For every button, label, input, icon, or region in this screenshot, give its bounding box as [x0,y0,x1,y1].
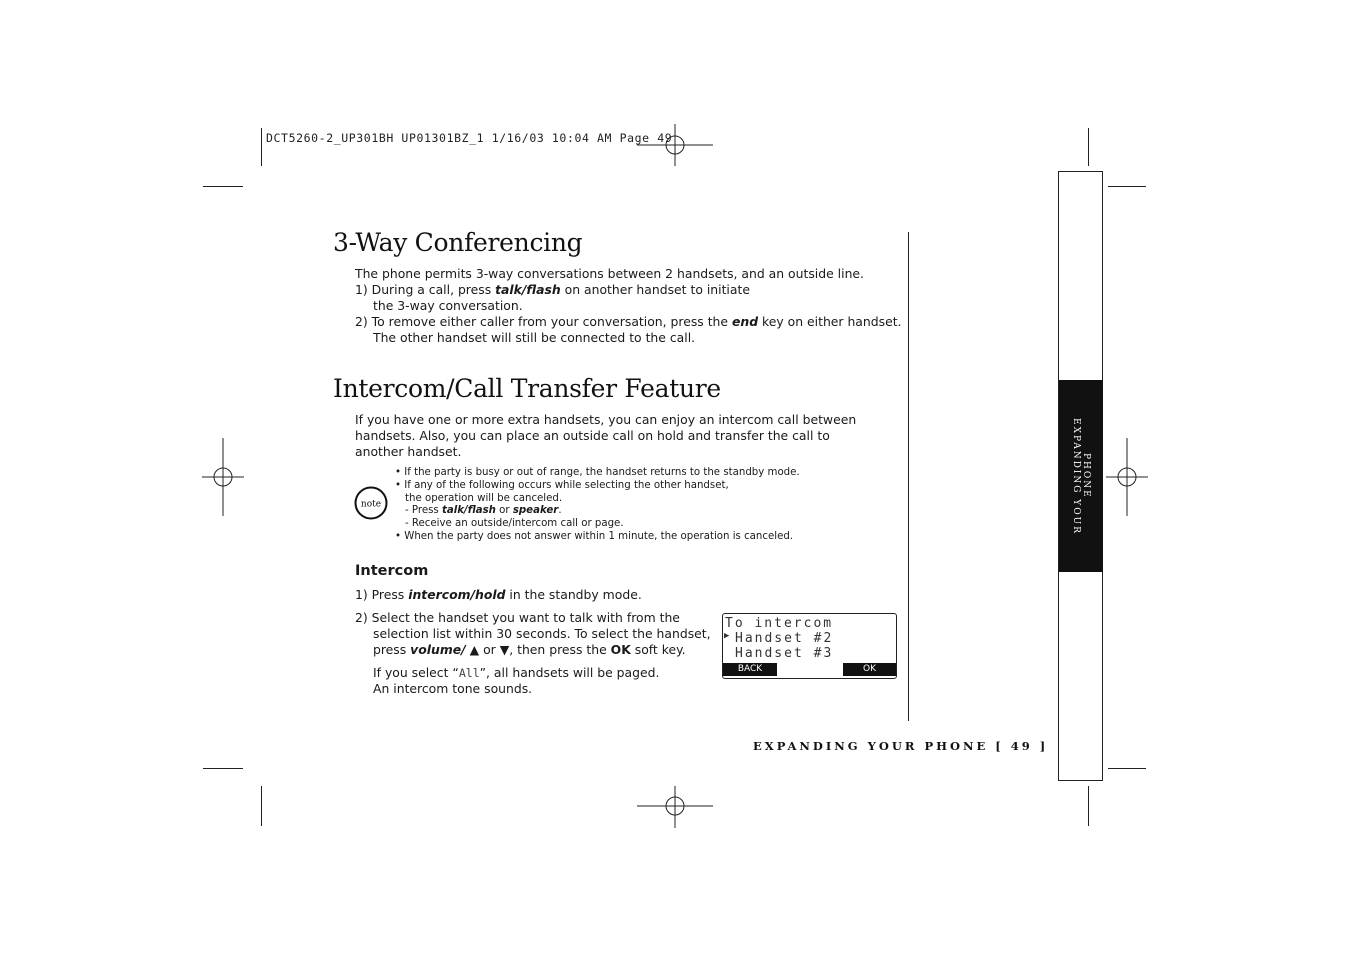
step-1: 1) During a call, press talk/flash on another handset to initiate [355,282,750,297]
key-talk-flash: talk/flash [495,282,561,297]
registration-mark-left-icon [202,438,244,516]
note-bullet-3: • When the party does not answer within 1 minute, the operation is canceled. [395,530,794,542]
handset-lcd-display [722,613,897,679]
lcd-ok-softkey: OK [843,663,896,676]
crop-mark [1108,186,1146,187]
note-bullet-2: • If any of the following occurs while selecting the other handset, [395,479,729,491]
step-2: 2) To remove either caller from your conversation, press the end key on either handset. [355,314,902,329]
intro-line: another handset. [355,444,462,459]
lcd-line-2: Handset #2 [735,631,834,646]
section-3way-body [355,266,902,346]
lcd-back-softkey: BACK [723,663,777,676]
intercom-step-2: 2) Select the handset you want to talk with from the selection list within 30 seconds. To select the handset, press volume/ ▲ or ▼, then press the OK soft key. [355,610,711,657]
step-1-line2: the 3-way conversation. [373,298,523,313]
registration-mark-right-icon [1106,438,1148,516]
note-sub-1: - Press talk/flash or speaker. [405,505,562,517]
note-bullet-2-line2: the operation will be canceled. [405,492,563,504]
column-divider [908,232,909,721]
intercom-heading: Intercom [355,563,429,579]
key-ok: OK [610,642,631,657]
side-tab-label [1059,380,1103,572]
crop-mark [1088,128,1089,166]
lcd-line-3: Handset #3 [735,646,834,661]
page-footer: EXPANDING YOUR PHONE [ 49 ] [753,739,1049,753]
crop-mark [1108,768,1146,769]
registration-mark-bottom-icon [637,786,713,828]
note-bullet-1: • If the party is busy or out of range, the handset returns to the standby mode. [395,467,800,478]
section-intercom-intro [355,412,856,460]
lcd-line-1: To intercom [725,616,834,631]
intro-line: handsets. Also, you can place an outside call on hold and transfer the call to [355,428,830,443]
key-volume: volume/ [410,642,466,657]
intro-line: If you have one or more extra handsets, you can enjoy an intercom call between [355,412,857,427]
intercom-all-note: If you select “All”, all handsets will be paged. An intercom tone sounds. [373,665,660,696]
crop-mark [203,768,243,769]
note-icon [354,486,388,520]
crop-mark [261,786,262,826]
section-title-3way: 3-Way Conferencing [333,228,583,257]
step-2-line2: The other handset will still be connected to the call. [373,330,696,345]
crop-mark [203,186,243,187]
side-tab-line1: EXPANDING YOUR [1071,417,1081,535]
print-slug-line: DCT5260-2_UP301BH UP01301BZ_1 1/16/03 10:04 AM Page 49 [266,131,673,145]
note-icon-label: note [360,499,382,510]
crop-mark [261,128,262,166]
intro-text: The phone permits 3-way conversations between 2 handsets, and an outside line. [355,266,864,281]
crop-mark [1088,786,1089,826]
note-block [395,467,800,544]
key-end: end [731,314,759,329]
note-sub-2: - Receive an outside/intercom call or page. [405,518,624,530]
intercom-step-1: 1) Press intercom/hold in the standby mode. [355,587,642,602]
section-title-intercom-transfer: Intercom/Call Transfer Feature [333,374,721,403]
key-intercom-hold: intercom/hold [408,587,506,602]
side-tab-line2: PHONE [1081,453,1091,499]
lcd-cursor-icon: ▶ [724,631,730,641]
